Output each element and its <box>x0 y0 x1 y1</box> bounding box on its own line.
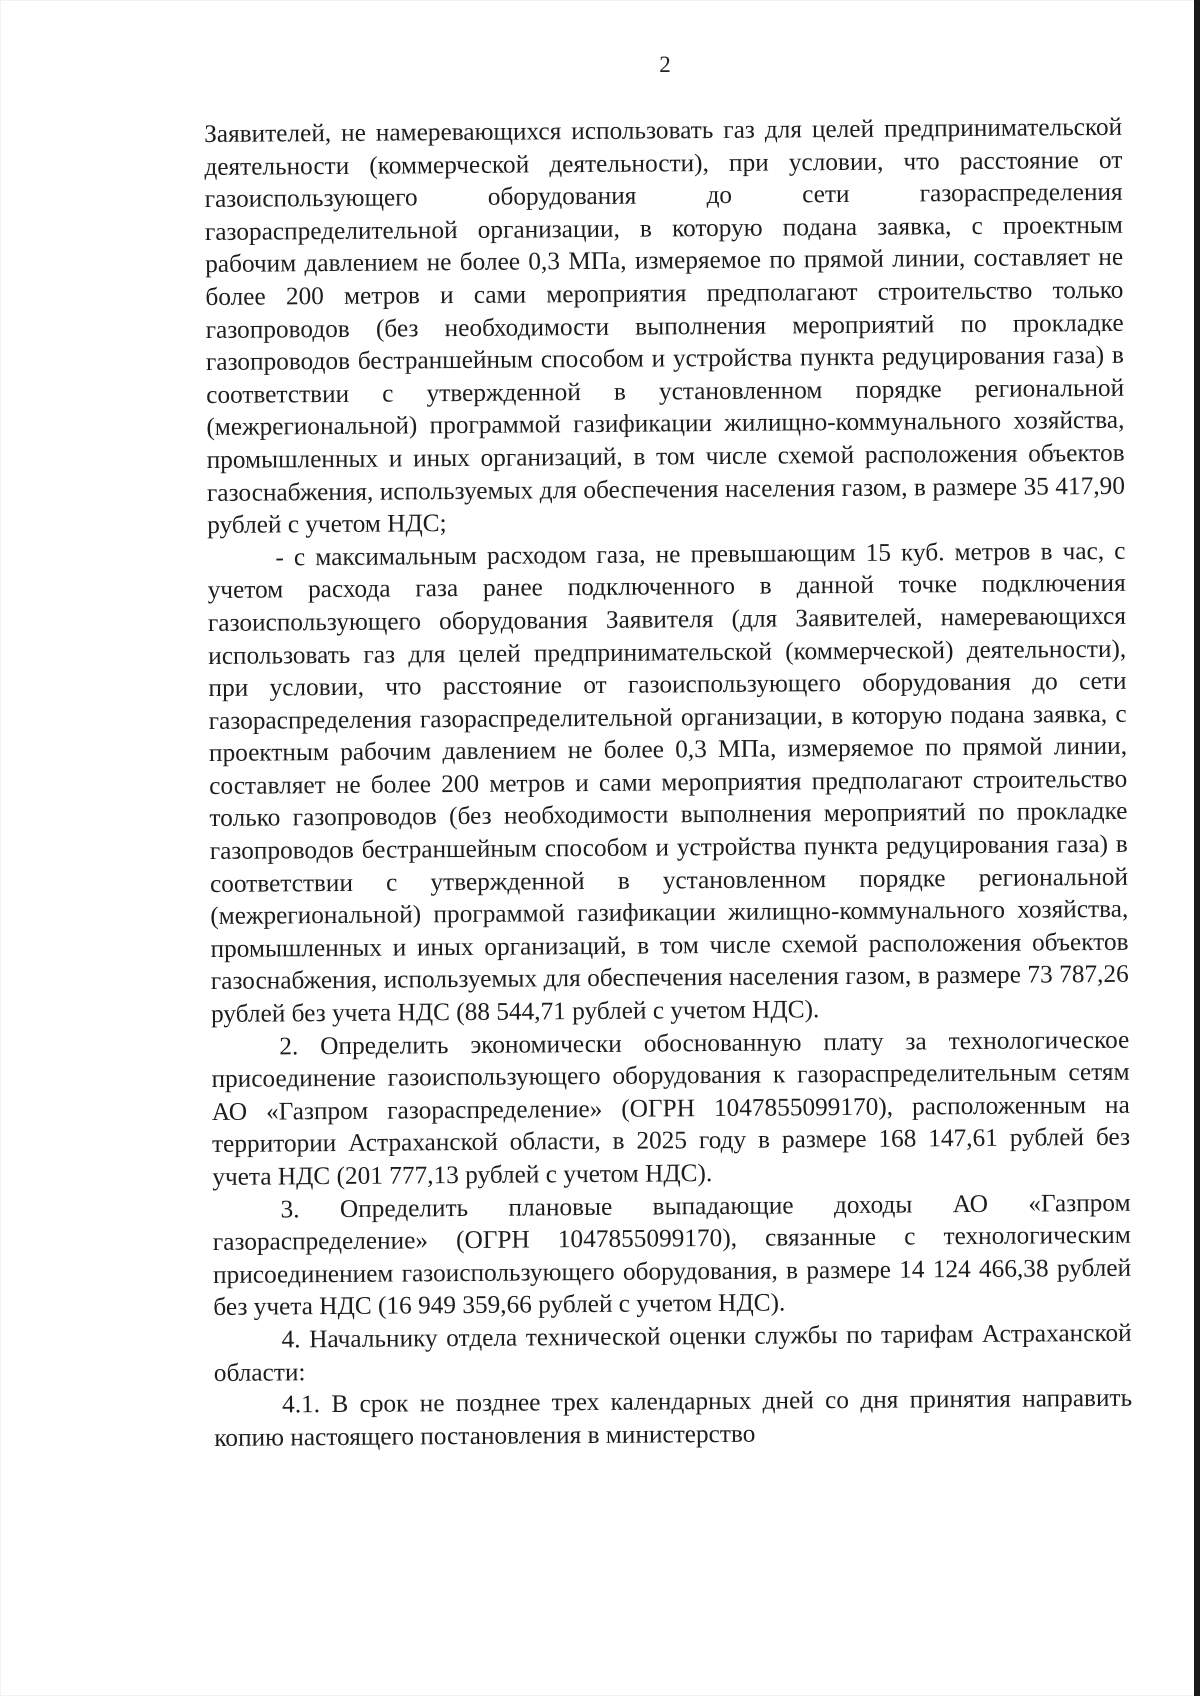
paragraph-item-4-1: 4.1. В срок не позднее трех календарных дней со дня принятия направить копию настоящего постановления в министерство <box>214 1383 1133 1452</box>
paragraph-continuation: Заявителей, не намеревающихся использовать газ для целей предпринимательской деятельности (коммерческой деятельности), при условии, что расстояние от газоиспользующего оборудования до сети газораспределения газораспределительной организации, в которую подана заявка, с проектным рабочим давлением не более 0,3 МПа, измеряемое по прямой линии, составляет не более 200 метров и сами мероприятия предполагают строительство только газопроводов (без необходимости выполнения мероприятий по прокладке газопроводов бестраншейным способом и устройства пункта редуцирования газа) в соответствии с утвержденной в установленном порядке региональной (межрегиональной) программой газификации жилищно-коммунального хозяйства, промышленных и иных организаций, в том числе схемой расположения объектов газоснабжения, используемых для обеспечения населения газом, в размере 35 417,90 рублей с учетом НДС; <box>204 112 1126 540</box>
paragraph-item-3: 3. Определить плановые выпадающие доходы АО «Газпром газораспределение» (ОГРН 1047855099170), связанные с технологическим присоединением газоиспользующего оборудования, в размере 14 124 466,38 рублей без учета НДС (16 949 359,66 рублей с учетом НДС). <box>212 1188 1132 1322</box>
paragraph-item-4: 4. Начальнику отдела технической оценки службы по тарифам Астраханской области: <box>213 1318 1132 1387</box>
scan-edge <box>1194 0 1200 1696</box>
paragraph-gas-flow-item: - с максимальным расходом газа, не превышающим 15 куб. метров в час, с учетом расхода газа ранее подключенного в данной точке подключения газоиспользующего оборудования Заявителя (для Заявителей, намеревающихся использовать газ для целей предпринимательской (коммерческой) деятельности), при условии, что расстояние от газоиспользующего оборудования до сети газораспределения газораспределительной организации, в которую подана заявка, с проектным рабочим давлением не более 0,3 МПа, измеряемое по прямой линии, составляет не более 200 метров и сами мероприятия предполагают строительство только газопроводов (без необходимости выполнения мероприятий по прокладке газопроводов бестраншейным способом и устройства пункта редуцирования газа) в соответствии с утвержденной в установленном порядке региональной (межрегиональной) программой газификации жилищно-коммунального хозяйства, промышленных и иных организаций, в том числе схемой расположения объектов газоснабжения, используемых для обеспечения населения газом, в размере 73 787,26 рублей без учета НДС (88 544,71 рублей с учетом НДС). <box>207 536 1129 1029</box>
page-number: 2 <box>659 52 671 77</box>
document-body <box>204 111 1132 1455</box>
paragraph-item-2: 2. Определить экономически обоснованную плату за технологическое присоединение газоиспользующего оборудования к газораспределительным сетям АО «Газпром газораспределение» (ОГРН 1047855099170), расположенным на территории Астраханской области, в 2025 году в размере 168 147,61 рублей без учета НДС (201 777,13 рублей с учетом НДС). <box>211 1025 1131 1191</box>
